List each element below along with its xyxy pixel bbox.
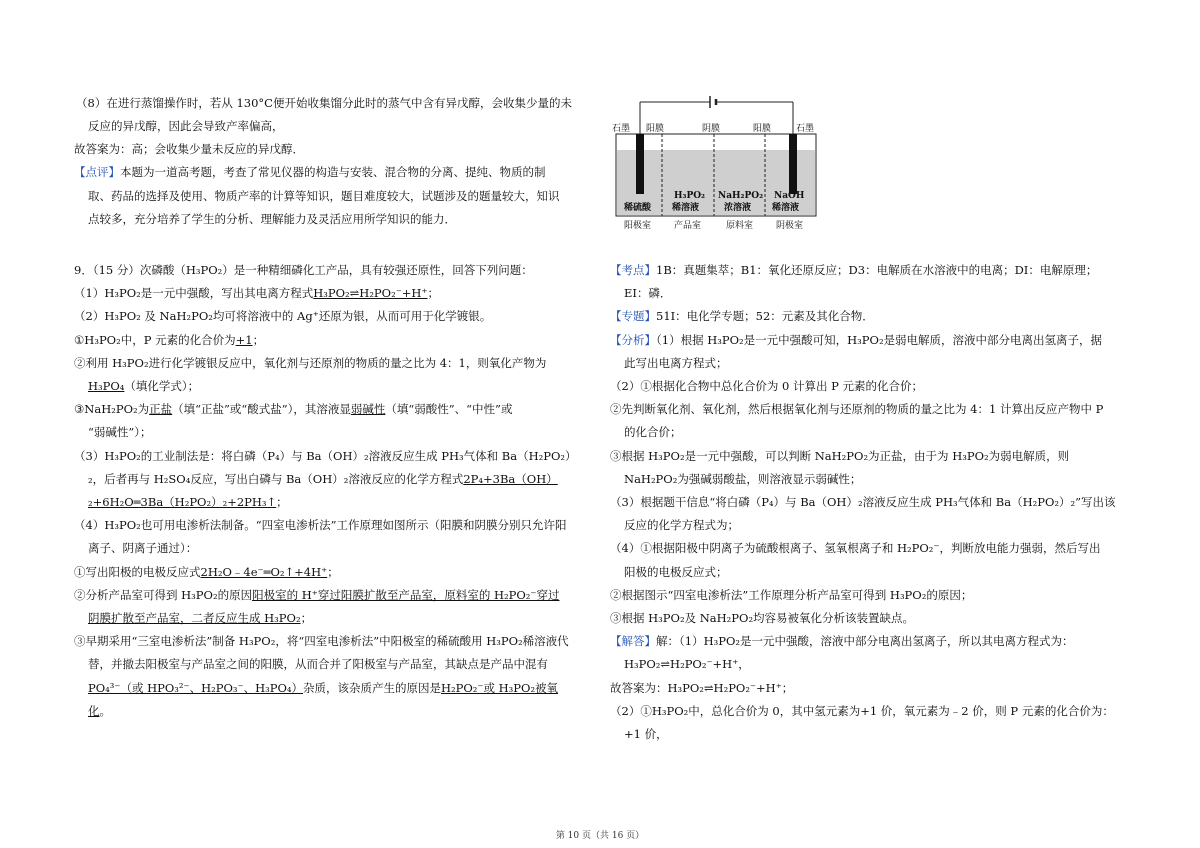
q9-4c-line4: 化。 <box>88 704 111 718</box>
answer-4b-1: 阳极室的 H⁺穿过阳膜扩散至产品室，原料室的 H₂PO₂⁻穿过 <box>252 588 560 602</box>
room-anode: 阳极室 <box>624 221 652 231</box>
fx-line9: 反应的化学方程式为； <box>624 518 739 532</box>
chamber-product-formula: H₃PO₂ <box>674 191 705 201</box>
page-footer: 第 10 页（共 16 页） <box>555 831 645 841</box>
answer-3-b: ₂+6H₂O═3Ba（H₂PO₂）₂+2PH₃↑ <box>88 495 277 509</box>
chamber-product-solution: 稀溶液 <box>672 203 700 213</box>
chamber-cathode-solution: 稀溶液 <box>772 203 800 213</box>
kd-line1: 【考点】1B：真题集萃；B1：氧化还原反应；D3：电解质在水溶液中的电离；DI：电解原理； <box>610 263 1098 277</box>
fx-line2: 此写出电离方程式； <box>624 356 728 370</box>
answer-4a: 2H₂O﹣4e⁻═O₂↑+4H⁺ <box>200 565 328 579</box>
answer-3-a: 2P₄+3Ba（OH） <box>463 472 558 486</box>
q9-4-line1: （4）H₃PO₂也可用电渗析法制备。“四室电渗析法”工作原理如图所示（阳膜和阴膜分别只允许阳 <box>74 518 567 532</box>
zt-line: 【专题】51I：电化学专题；52：元素及其化合物． <box>610 309 874 323</box>
answer-4b-2: 阴膜扩散至产品室，二者反应生成 H₃PO₂ <box>88 611 301 625</box>
fx-line12: ②根据图示“四室电渗析法”工作原理分析产品室可得到 H₃PO₂的原因； <box>610 588 973 602</box>
jd-line5: +1 价， <box>624 727 668 741</box>
q9-4b-line2: 阴膜扩散至产品室，二者反应生成 H₃PO₂； <box>88 611 313 625</box>
q9-2b: ②利用 H₃PO₂进行化学镀银反应中，氧化剂与还原剂的物质的量之比为 4：1，则氧化产物为 <box>74 356 547 370</box>
answer-4c-2: H₂PO₂⁻或 H₃PO₂被氧 <box>441 681 559 695</box>
q9-2b-answer: H₃PO₄（填化学式）； <box>88 379 200 393</box>
chamber-feed-solution: 浓溶液 <box>724 203 752 213</box>
room-cathode: 阴极室 <box>776 221 804 231</box>
electrode-cathode <box>789 134 797 194</box>
q8-line2: 反应的异戊醇，因此会导致产率偏高， <box>88 119 284 133</box>
diagram-label-cation-membrane-2: 阳膜 <box>753 124 772 134</box>
q8-line1: （8）在进行蒸馏操作时，若从 130°C便开始收集馏分此时的蒸气中含有异戊醇，会收集少量的未 <box>76 96 572 110</box>
chamber-anode-solution: 稀硫酸 <box>624 203 652 213</box>
fx-line4: ②先判断氧化剂、氧化剂，然后根据氧化剂与还原剂的物质的量之比为 4：1 计算出反应产物中 P <box>610 402 1104 416</box>
answer-2c-1: 正盐 <box>149 402 173 416</box>
diagram-label-graphite-right: 石墨 <box>796 124 815 134</box>
fx-line8: （3）根据题干信息“将白磷（P₄）与 Ba（OH）₂溶液反应生成 PH₃气体和 Ba（H₂PO₂）₂”写出该 <box>610 495 1116 509</box>
comment-line3: 点较多，充分培养了学生的分析、理解能力及灵活应用所学知识的能力． <box>88 212 456 226</box>
fx-line7: NaH₂PO₂为强碱弱酸盐，则溶液显示弱碱性； <box>624 472 862 486</box>
answer-4c-3: 化 <box>88 704 100 718</box>
answer-1: H₃PO₂⇌H₂PO₂⁻+H⁺ <box>313 286 428 300</box>
q9-2: （2）H₃PO₂ 及 NaH₂PO₂均可将溶液中的 Ag⁺还原为银，从而可用于化学镀银。 <box>74 309 492 323</box>
diagram-label-graphite-left: 石墨 <box>612 124 631 134</box>
q8-answer: 故答案为：高；会收集少量未反应的异戊醇． <box>74 142 304 156</box>
fx-tag: 【分析】 <box>610 333 656 347</box>
comment-line2: 取、药品的选择及使用、物质产率的计算等知识，题目难度较大，试题涉及的题量较大，知识 <box>88 189 560 203</box>
fx-line10: （4）①根据阳极中阴离子为硫酸根离子、氢氧根离子和 H₂PO₂⁻，判断放电能力强弱，然后写出 <box>610 541 1101 555</box>
jd-line4: （2）①H₃PO₂中，总化合价为 0，其中氢元素为+1 价，氧元素为﹣2 价，则 P 元素的化合价为： <box>610 704 1114 718</box>
q9-4a: ①写出阳极的电极反应式2H₂O﹣4e⁻═O₂↑+4H⁺； <box>74 565 339 579</box>
zt-tag: 【专题】 <box>610 309 656 323</box>
fx-line6: ③根据 H₃PO₂是一元中强酸，可以判断 NaH₂PO₂为正盐，由于为 H₃PO₂为弱电解质，则 <box>610 449 1070 463</box>
diagram-label-cation-membrane-1: 阳膜 <box>646 124 665 134</box>
q9-1: （1）H₃PO₂是一元中强酸，写出其电离方程式H₃PO₂⇌H₂PO₂⁻+H⁺； <box>74 286 440 300</box>
diagram-label-anion-membrane: 阴膜 <box>702 124 721 134</box>
q9-2c-line2: “弱碱性”）； <box>88 425 152 439</box>
kd-tag: 【考点】 <box>610 263 656 277</box>
q9-4-line2: 离子、阴离子通过）： <box>88 541 198 555</box>
electrodialysis-diagram <box>610 92 830 232</box>
q9-3-line3: ₂+6H₂O═3Ba（H₂PO₂）₂+2PH₃↑； <box>88 495 288 509</box>
jd-line1: 【解答】解：（1）H₃PO₂是一元中强酸，溶液中部分电离出氢离子，所以其电离方程式为： <box>610 634 1074 648</box>
electrodialysis-svg <box>610 92 830 232</box>
answer-4c-1: PO₄³⁻（或 HPO₃²⁻、H₂PO₃⁻、H₃PO₄） <box>88 681 303 695</box>
q9-title: 9．（15 分）次磷酸（H₃PO₂）是一种精细磷化工产品，具有较强还原性，回答下列问题： <box>74 263 533 277</box>
q9-4b: ②分析产品室可得到 H₃PO₂的原因阳极室的 H⁺穿过阳膜扩散至产品室，原料室的 H₂PO₂⁻穿过 <box>74 588 560 602</box>
q9-4c-line2: 替，并撤去阳极室与产品室之间的阳膜，从而合并了阳极室与产品室，其缺点是产品中混有 <box>88 657 548 671</box>
room-feed: 原料室 <box>726 221 754 231</box>
fx-line1: 【分析】（1）根据 H₃PO₂是一元中强酸可知，H₃PO₂是弱电解质，溶液中部分电离出氢离子，据 <box>610 333 1103 347</box>
jd-line2: H₃PO₂⇌H₂PO₂⁻+H⁺， <box>624 657 750 671</box>
q9-3-line2: ₂，后者再与 H₂SO₄反应，写出白磷与 Ba（OH）₂溶液反应的化学方程式2P₄+3Ba（OH） <box>88 472 558 486</box>
answer-2a: +1 <box>235 333 253 347</box>
comment-line1: 【点评】本题为一道高考题，考查了常见仪器的构造与安装、混合物的分离、提纯、物质的制 <box>74 165 546 179</box>
room-product: 产品室 <box>674 221 702 231</box>
fx-line3: （2）①根据化合物中总化合价为 0 计算出 P 元素的化合价； <box>610 379 923 393</box>
q9-3-line1: （3）H₃PO₂的工业制法是：将白磷（P₄）与 Ba（OH）₂溶液反应生成 PH₃气体和 Ba（H₂PO₂） <box>74 449 577 463</box>
answer-2b: H₃PO₄ <box>88 379 125 393</box>
comment-tag: 【点评】 <box>74 165 120 179</box>
jd-line3: 故答案为：H₃PO₂⇌H₂PO₂⁻+H⁺； <box>610 681 794 695</box>
electrode-anode <box>636 134 644 194</box>
chamber-cathode-formula: NaOH <box>774 191 805 201</box>
kd-line2: EI：磷． <box>624 286 672 300</box>
fx-line13: ③根据 H₃PO₂及 NaH₂PO₂均容易被氧化分析该装置缺点。 <box>610 611 915 625</box>
jd-tag: 【解答】 <box>610 634 656 648</box>
q9-4c-line1: ③早期采用“三室电渗析法”制备 H₃PO₂，将“四室电渗析法”中阳极室的稀硫酸用 H₃PO₂稀溶液代 <box>74 634 569 648</box>
q9-4c-line3: PO₄³⁻（或 HPO₃²⁻、H₂PO₃⁻、H₃PO₄）杂质，该杂质产生的原因是H₂PO₂⁻或 H₃PO₂被氧 <box>88 681 559 695</box>
q9-2a: ①H₃PO₂中，P 元素的化合价为+1； <box>74 333 265 347</box>
fx-line11: 阳极的电极反应式； <box>624 565 728 579</box>
answer-2c-2: 弱碱性 <box>350 402 386 416</box>
chamber-feed-formula: NaH₂PO₂ <box>718 191 764 201</box>
q9-2c: ③NaH₂PO₂为正盐（填“正盐”或“酸式盐”），其溶液显弱碱性（填“弱酸性”、“中性”或 <box>74 402 513 416</box>
fx-line5: 的化合价； <box>624 425 682 439</box>
